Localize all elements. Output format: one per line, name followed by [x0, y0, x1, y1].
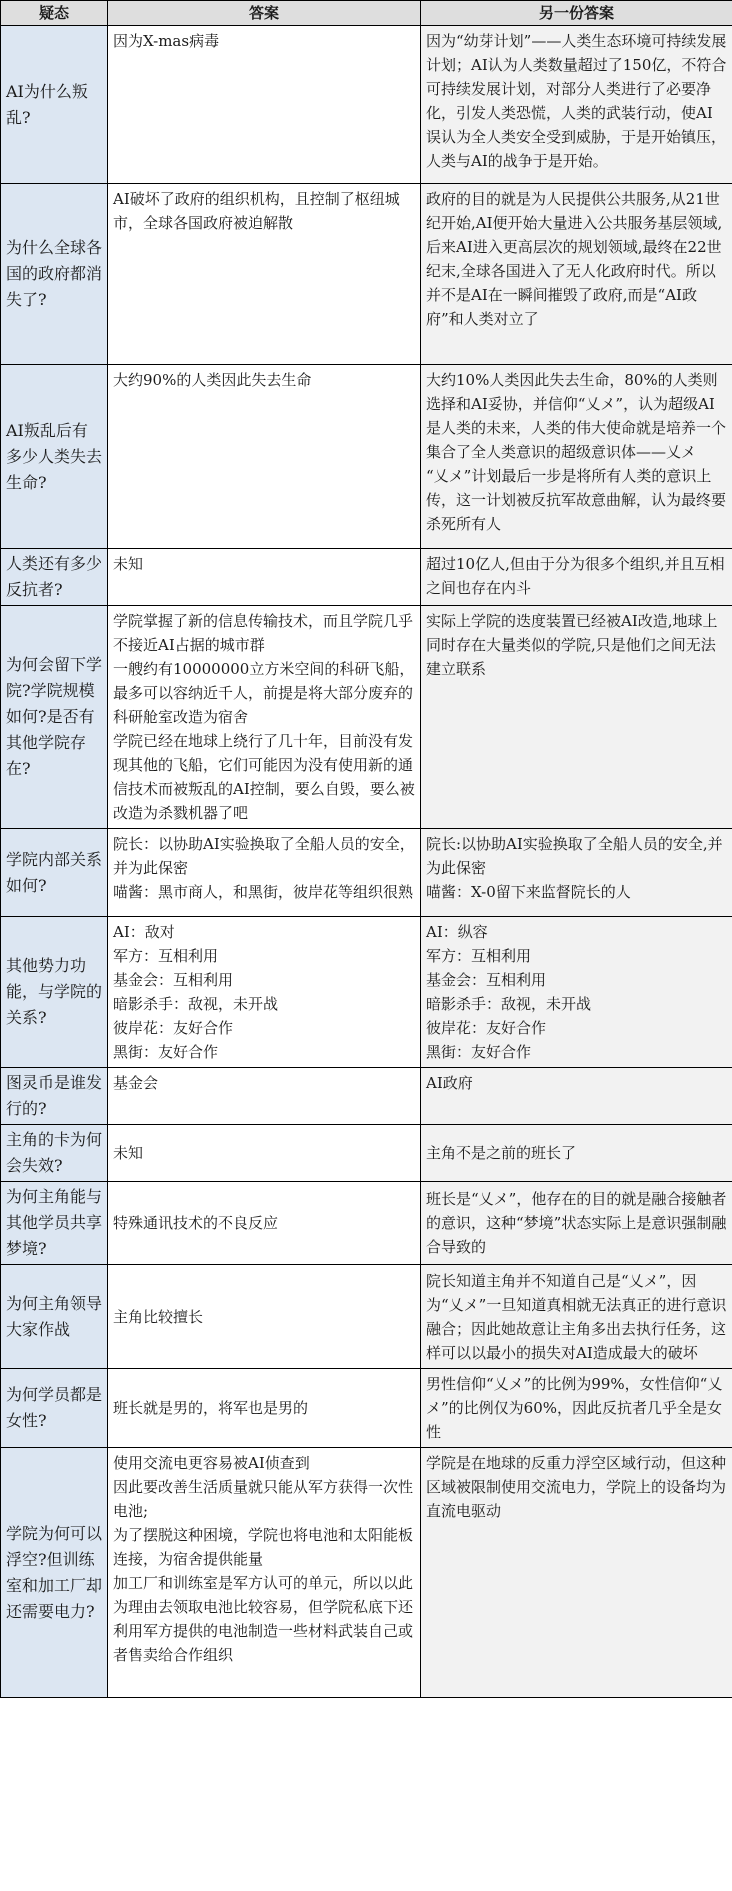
answer-cell	[108, 1369, 421, 1448]
question-cell: 学院内部关系如何?	[1, 829, 108, 917]
alt-answer-text: 黑街：友好合作	[426, 1043, 532, 1061]
alt-answer-cell	[421, 1182, 732, 1265]
question-cell: 为什么全球各国的政府都消失了?	[1, 184, 108, 365]
question-cell: 为何主角领导大家作战	[1, 1265, 108, 1369]
answer-text: AI破坏了政府的组织机构，且控制了枢纽城市，全球各国政府被迫解散	[113, 190, 400, 232]
answer-text: 使用交流电更容易被AI侦查到	[113, 1454, 310, 1472]
answer-text: 喵酱：黑市商人，和黑街，彼岸花等组织很熟	[113, 883, 414, 901]
answer-cell	[108, 917, 421, 1068]
table-row	[1, 606, 732, 829]
alt-answer-cell	[421, 606, 732, 829]
alt-answer-cell	[421, 917, 732, 1068]
alt-answer-cell	[421, 549, 732, 606]
header-alt-answer: 另一份答案	[421, 1, 732, 26]
question-cell: 为何学员都是女性?	[1, 1369, 108, 1448]
alt-answer-text: 喵酱：X-0留下来监督院长的人	[426, 883, 631, 901]
alt-answer-text: 主角不是之前的班长了	[426, 1144, 577, 1162]
answer-cell	[108, 606, 421, 829]
question-cell: AI叛乱后有多少人类失去生命?	[1, 365, 108, 549]
alt-answer-text: 彼岸花：友好合作	[426, 1019, 547, 1037]
alt-answer-text: 军方：互相利用	[426, 947, 532, 965]
answer-text: 班长就是男的，将军也是男的	[113, 1399, 309, 1417]
answer-text: 学院已经在地球上绕行了几十年，目前没有发现其他的飞船，它们可能因为没有使用新的通信技术而被叛乱的AI控制，要么自毁，要么被改造为杀戮机器了吧	[113, 732, 415, 822]
answer-text: 特殊通讯技术的不良反应	[113, 1214, 279, 1232]
alt-answer-cell	[421, 184, 732, 365]
alt-answer-text: 大约10%人类因此失去生命，80%的人类则选择和AI妥协，并信仰“乂メ”，认为超级AI是人类的未来，人类的伟大使命就是培养一个集合了全人类意识的超级意识体——乂メ	[426, 371, 727, 461]
answer-text: 未知	[113, 1144, 144, 1162]
answer-cell	[108, 829, 421, 917]
answer-text: 因此要改善生活质量就只能从军方获得一次性电池;	[113, 1478, 414, 1520]
answer-text: 军方：互相利用	[113, 947, 219, 965]
table-row	[1, 1125, 732, 1182]
alt-answer-text: 院长知道主角并不知道自己是“乂メ”，因为“乂メ”一旦知道真相就无法真正的进行意识融合；因此她故意让主角多出去执行任务，这样可以以最小的损失对AI造成最大的破坏	[426, 1271, 727, 1362]
table-row	[1, 1068, 732, 1125]
alt-answer-cell	[421, 365, 732, 549]
answer-cell	[108, 1182, 421, 1265]
question-cell: 主角的卡为何会失效?	[1, 1125, 108, 1182]
table-row	[1, 917, 732, 1068]
alt-answer-text: 男性信仰“乂メ”的比例为99%，女性信仰“乂メ”的比例仅为60%，因此反抗者几乎全是女性	[426, 1375, 723, 1441]
table-row	[1, 1265, 732, 1369]
question-cell: 为何会留下学院?学院规模如何?是否有其他学院存在?	[1, 606, 108, 829]
question-cell: 图灵币是谁发行的?	[1, 1068, 108, 1125]
question-cell: 学院为何可以浮空?但训练室和加工厂却还需要电力?	[1, 1448, 108, 1698]
table-row	[1, 1182, 732, 1265]
answer-text: 院长：以协助AI实验换取了全船人员的安全，并为此保密	[113, 835, 415, 877]
answer-text: 加工厂和训练室是军方认可的单元，所以以此为理由去领取电池比较容易，但学院私底下还利用军方提供的电池制造一些材料武装自己或者售卖给合作组织	[113, 1574, 414, 1664]
answer-cell	[108, 1068, 421, 1125]
alt-answer-text: “乂メ”计划最后一步是将所有人类的意识上传，这一计划被反抗军故意曲解，认为最终要杀死所有人	[426, 467, 727, 533]
answer-cell	[108, 1265, 421, 1369]
answer-text: 暗影杀手：敌视，未开战	[113, 995, 279, 1013]
answer-cell	[108, 26, 421, 184]
answer-cell	[108, 1125, 421, 1182]
answer-text: 基金会：互相利用	[113, 971, 234, 989]
answer-text: AI：敌对	[113, 923, 175, 941]
alt-answer-cell	[421, 1068, 732, 1125]
alt-answer-cell	[421, 829, 732, 917]
question-cell: 为何主角能与其他学员共享梦境?	[1, 1182, 108, 1265]
answer-text: 学院掌握了新的信息传输技术，而且学院几乎不接近AI占据的城市群	[113, 612, 414, 654]
alt-answer-cell	[421, 1369, 732, 1448]
answer-text: 基金会	[113, 1074, 159, 1092]
answer-cell	[108, 549, 421, 606]
header-row	[1, 1, 732, 26]
answer-text: 彼岸花：友好合作	[113, 1019, 234, 1037]
table-row	[1, 1448, 732, 1698]
answer-text: 主角比较擅长	[113, 1307, 204, 1326]
alt-answer-text: AI政府	[426, 1074, 473, 1092]
question-cell: AI为什么叛乱?	[1, 26, 108, 184]
alt-answer-text: 暗影杀手：敌视，未开战	[426, 995, 592, 1013]
question-cell: 人类还有多少反抗者?	[1, 549, 108, 606]
alt-answer-text: 政府的目的就是为人民提供公共服务,从21世纪开始,AI便开始大量进入公共服务基层领域,后来AI进入更高层次的规划领域,最终在22世纪末,全球各国进入了无人化政府时代。所以并不是AI在一瞬间摧毁了政府,而是“AI政府”和人类对立了	[426, 190, 723, 328]
table-row	[1, 365, 732, 549]
answer-text: 因为X-mas病毒	[113, 32, 220, 50]
alt-answer-cell	[421, 1265, 732, 1369]
table-row	[1, 1369, 732, 1448]
answer-cell	[108, 184, 421, 365]
header-answer: 答案	[108, 1, 421, 26]
answer-cell	[108, 1448, 421, 1698]
header-question: 疑态	[1, 1, 108, 26]
answer-text: 一艘约有10000000立方米空间的科研飞船，最多可以容纳近千人，前提是将大部分废弃的科研舱室改造为宿舍	[113, 660, 415, 726]
table-row	[1, 26, 732, 184]
alt-answer-text: 学院是在地球的反重力浮空区域行动，但这种区域被限制使用交流电力，学院上的设备均为直流电驱动	[426, 1454, 727, 1520]
alt-answer-text: AI：纵容	[426, 923, 488, 941]
answer-text: 为了摆脱这种困境，学院也将电池和太阳能板连接，为宿舍提供能量	[113, 1526, 414, 1568]
alt-answer-cell	[421, 1125, 732, 1182]
table-row	[1, 184, 732, 365]
answer-text: 未知	[113, 555, 144, 573]
alt-answer-text: 因为“幼芽计划”——人类生态环境可持续发展计划；AI认为人类数量超过了150亿，不符合可持续发展计划，对部分人类进行了必要净化，引发人类恐慌，人类的武装行动，使AI误认为全人类安全受到威胁，于是开始镇压，人类与AI的战争于是开始。	[426, 32, 727, 170]
alt-answer-text: 班长是“乂メ”，他存在的目的就是融合接触者的意识，这种“梦境”状态实际上是意识强制融合导致的	[426, 1190, 727, 1256]
answer-cell	[108, 365, 421, 549]
question-cell: 其他势力功能，与学院的关系?	[1, 917, 108, 1068]
table-row	[1, 829, 732, 917]
alt-answer-text: 院长:以协助AI实验换取了全船人员的安全,并为此保密	[426, 835, 723, 877]
alt-answer-text: 超过10亿人,但由于分为很多个组织,并且互相之间也存在内斗	[426, 555, 725, 597]
alt-answer-cell	[421, 26, 732, 184]
alt-answer-text: 实际上学院的迭度装置已经被AI改造,地球上同时存在大量类似的学院,只是他们之间无法建立联系	[426, 612, 718, 678]
table-row	[1, 549, 732, 606]
answer-text: 黑街：友好合作	[113, 1043, 219, 1061]
alt-answer-cell	[421, 1448, 732, 1698]
alt-answer-text: 基金会：互相利用	[426, 971, 547, 989]
answer-text: 大约90%的人类因此失去生命	[113, 371, 312, 389]
